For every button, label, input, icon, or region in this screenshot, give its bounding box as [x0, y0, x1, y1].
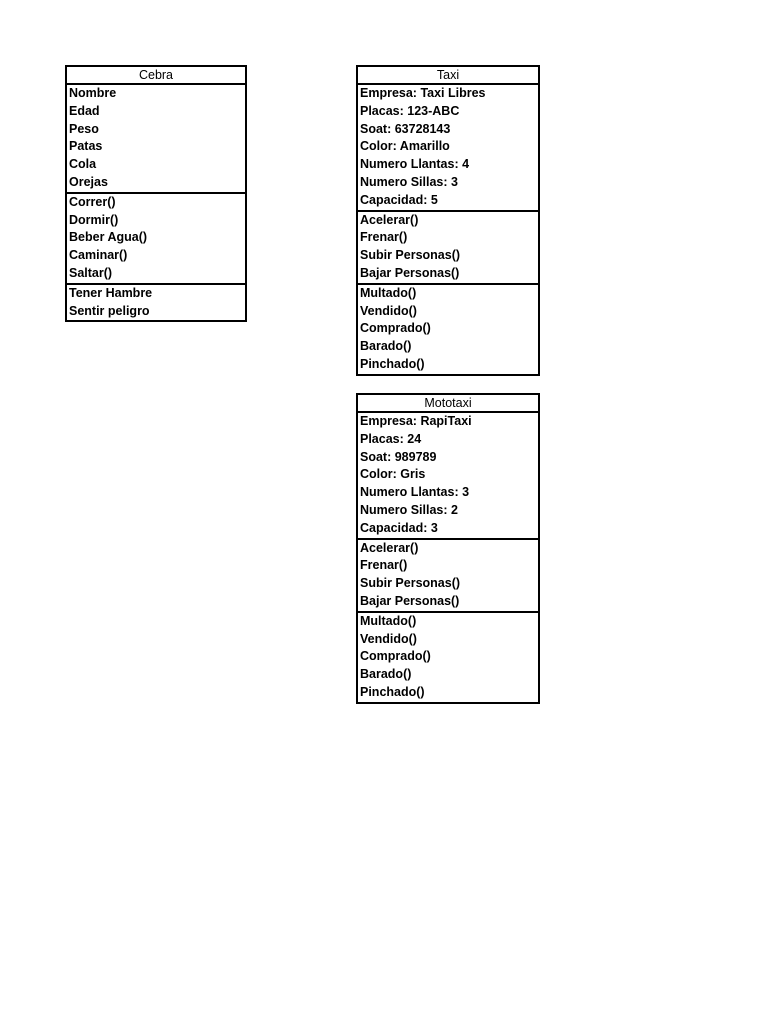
- attribute-row: Patas: [69, 139, 103, 154]
- attribute-row: Edad: [69, 103, 100, 118]
- attributes-compartment: [67, 85, 245, 192]
- attribute-row: Nombre: [69, 86, 117, 100]
- state-row: Tener Hambre: [69, 285, 153, 300]
- method-row: Bajar Personas(): [360, 265, 460, 280]
- attribute-row: Orejas: [69, 174, 108, 189]
- method-row: Saltar(): [69, 265, 113, 280]
- attribute-row: Numero Sillas: 2: [360, 502, 458, 517]
- attribute-row: Placas: 123-ABC: [360, 103, 460, 118]
- method-row: Acelerar(): [360, 540, 419, 555]
- state-row: Vendido(): [360, 303, 417, 318]
- state-row: Comprado(): [360, 321, 431, 336]
- class-box-taxi: [356, 65, 540, 376]
- class-title: Mototaxi: [358, 395, 538, 413]
- method-row: Beber Agua(): [69, 230, 148, 245]
- attribute-row: Capacidad: 5: [360, 192, 438, 207]
- state-row: Pinchado(): [360, 684, 425, 699]
- state-row: Barado(): [360, 339, 412, 354]
- attribute-row: Soat: 63728143: [360, 121, 451, 136]
- attribute-row: Peso: [69, 121, 99, 136]
- state-row: Vendido(): [360, 631, 417, 646]
- states-compartment: [67, 283, 245, 321]
- attribute-row: Numero Sillas: 3: [360, 174, 458, 189]
- attribute-row: Numero Llantas: 3: [360, 485, 470, 500]
- attribute-row: Cola: [69, 157, 97, 172]
- method-row: Subir Personas(): [360, 576, 461, 591]
- attribute-row: Placas: 24: [360, 431, 422, 446]
- attribute-row: Empresa: Taxi Libres: [360, 86, 486, 100]
- class-box-mototaxi: [356, 393, 540, 704]
- states-compartment: [358, 611, 538, 702]
- method-row: Correr(): [69, 194, 116, 209]
- class-title: Cebra: [67, 67, 245, 85]
- attribute-row: Soat: 989789: [360, 449, 437, 464]
- method-row: Dormir(): [69, 212, 119, 227]
- class-box-cebra: [65, 65, 247, 322]
- state-row: Multado(): [360, 285, 417, 300]
- attribute-row: Color: Gris: [360, 467, 426, 482]
- method-row: Frenar(): [360, 558, 408, 573]
- state-row: Pinchado(): [360, 356, 425, 371]
- attributes-compartment: [358, 413, 538, 538]
- state-row: Multado(): [360, 613, 417, 628]
- method-row: Acelerar(): [360, 212, 419, 227]
- method-row: Subir Personas(): [360, 248, 461, 263]
- state-row: Comprado(): [360, 649, 431, 664]
- methods-compartment: [358, 538, 538, 611]
- method-row: Frenar(): [360, 230, 408, 245]
- method-row: Caminar(): [69, 248, 128, 263]
- attributes-compartment: [358, 85, 538, 210]
- methods-compartment: [67, 192, 245, 283]
- states-compartment: [358, 283, 538, 374]
- state-row: Barado(): [360, 667, 412, 682]
- attribute-row: Capacidad: 3: [360, 520, 438, 535]
- method-row: Bajar Personas(): [360, 593, 460, 608]
- attribute-row: Color: Amarillo: [360, 139, 450, 154]
- state-row: Sentir peligro: [69, 303, 150, 318]
- attribute-row: Empresa: RapiTaxi: [360, 414, 472, 428]
- attribute-row: Numero Llantas: 4: [360, 157, 470, 172]
- class-title: Taxi: [358, 67, 538, 85]
- methods-compartment: [358, 210, 538, 283]
